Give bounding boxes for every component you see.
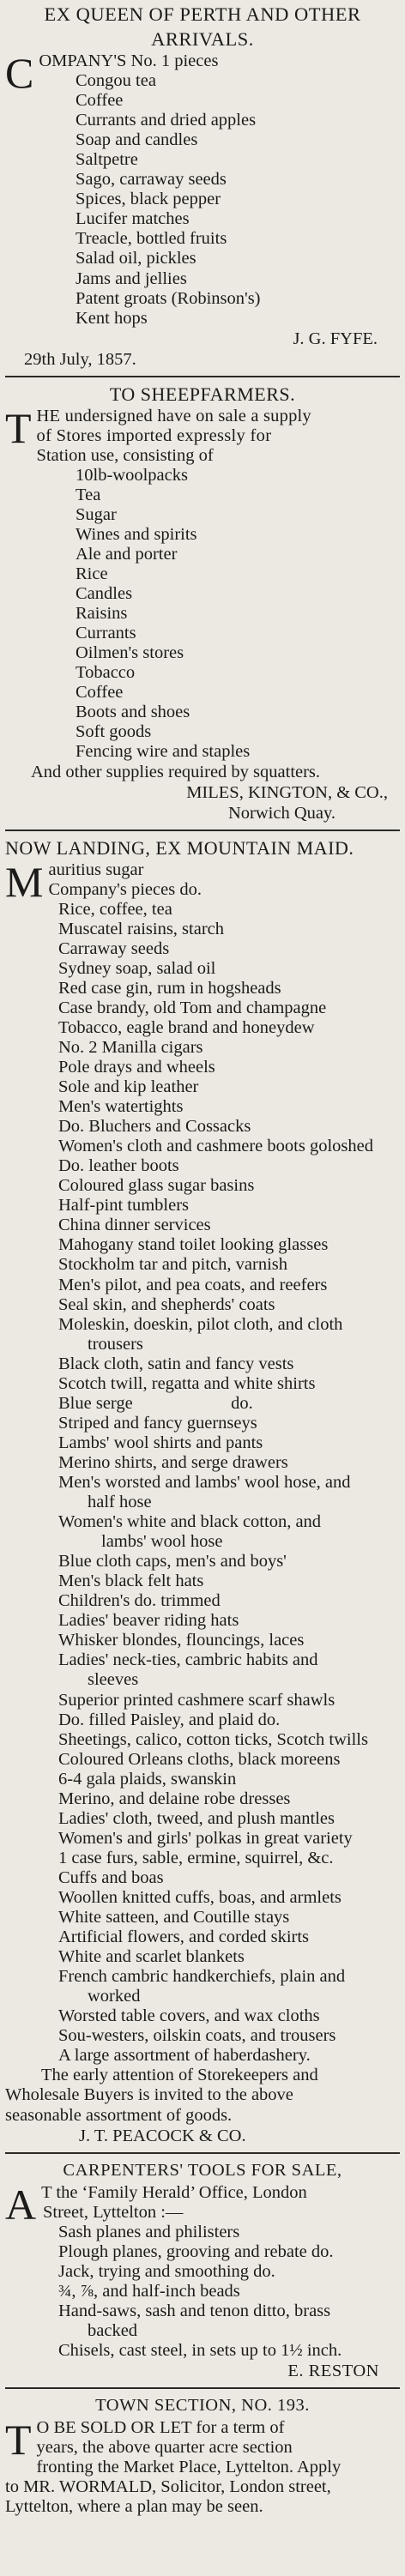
list-item-text: Men's watertights <box>58 1097 184 1117</box>
advert-line-3: fronting the Market Place, Lyttelton. Apply <box>36 2458 342 2477</box>
list-item <box>5 1216 400 1235</box>
advert-line-5: Lyttelton, where a plan may be seen. <box>5 2497 263 2517</box>
list-item-text: worked <box>88 1987 141 2006</box>
list-item <box>5 2026 400 2046</box>
list-item-text: half hose <box>88 1493 152 1512</box>
list-item: Sago, carraway seeds <box>76 170 227 190</box>
list-item: Treacle, bottled fruits <box>76 229 227 249</box>
list-item: Spices, black pepper <box>76 190 221 209</box>
list-item-text: Lambs' wool shirts and pants <box>58 1433 263 1452</box>
list-item: Congou tea <box>76 71 156 91</box>
list-item: Boots and shoes <box>76 703 190 722</box>
list-item-text: Cuffs and boas <box>58 1867 164 1887</box>
advert-signer: J. G. FYFE. <box>293 329 378 348</box>
list-item: Soft goods <box>76 722 152 742</box>
list-item <box>5 1967 400 1987</box>
list-item-text: Rice, coffee, tea <box>58 899 172 919</box>
drop-cap: C <box>5 49 34 97</box>
advert-heading-line-2: ARRIVALS. <box>151 28 254 50</box>
advert-heading-line-1: EX QUEEN OF PERTH AND OTHER <box>44 3 361 25</box>
list-item: Soap and candles <box>76 130 198 150</box>
advert-heading: CARPENTERS' TOOLS FOR SALE, <box>63 2160 342 2180</box>
section-divider <box>5 830 400 831</box>
list-item: Tobacco <box>76 663 136 683</box>
list-item <box>5 1730 400 1750</box>
list-item: Lucifer matches <box>76 209 190 229</box>
drop-cap: M <box>5 857 44 906</box>
list-item-text: Mahogany stand toilet looking glasses <box>58 1235 329 1255</box>
list-item <box>5 1552 400 1572</box>
list-item <box>5 1572 400 1591</box>
advert-closing-line-3: seasonable assortment of goods. <box>5 2105 233 2125</box>
list-item <box>5 959 400 979</box>
list-item-text: Ladies' neck-ties, cambric habits and <box>58 1650 318 1670</box>
advert-second-line: Street, Lyttelton :— <box>43 2202 184 2222</box>
list-item <box>5 1255 400 1275</box>
list-item <box>5 1868 400 1888</box>
list-item <box>5 2262 400 2282</box>
list-item-text: sleeves <box>88 1670 139 1690</box>
list-item <box>5 1374 400 1394</box>
list-item <box>5 1927 400 1947</box>
list-item-text: A large assortment of haberdashery. <box>58 2046 311 2066</box>
list-item: Oilmen's stores <box>76 643 184 663</box>
list-item <box>5 1849 400 1868</box>
advert-heading: NOW LANDING, EX MOUNTAIN MAID. <box>5 836 354 859</box>
list-item-text: Ladies' beaver riding hats <box>58 1611 239 1631</box>
list-item-text: Blue serge <box>58 1393 133 1413</box>
list-item <box>5 1196 400 1216</box>
item-list <box>5 466 400 763</box>
list-item <box>5 1176 400 1196</box>
list-item <box>5 900 400 920</box>
list-item <box>5 1770 400 1789</box>
list-item-text: Red case gin, rum in hogsheads <box>58 978 281 998</box>
advert-town-section <box>5 2393 400 2517</box>
advert-mountain-maid <box>5 836 400 2146</box>
list-item: Rice <box>76 564 108 584</box>
list-item-text: Case brandy, old Tom and champagne <box>58 998 327 1017</box>
advert-signer: E. RESTON <box>287 2361 379 2380</box>
list-item <box>5 998 400 1018</box>
advert-heading: TO SHEEPFARMERS. <box>109 383 296 405</box>
list-item <box>5 1789 400 1809</box>
advert-carpenters-tools <box>5 2158 400 2381</box>
list-item: Candles <box>76 584 133 604</box>
list-item <box>5 1591 400 1611</box>
list-item-text: 1 case furs, sable, ermine, squirrel, &c. <box>58 1848 334 1867</box>
list-item-text: Tobacco, eagle brand and honeydew <box>58 1017 315 1037</box>
list-item-text: Do. leather boots <box>58 1156 179 1176</box>
list-item-text: White and scarlet blankets <box>58 1947 245 1967</box>
advert-intro-line-1: HE undersigned have on sale a supply <box>36 406 311 425</box>
list-item <box>5 1691 400 1710</box>
list-item <box>5 1276 400 1295</box>
list-item: Fencing wire and staples <box>76 742 251 762</box>
list-item-text: Scotch twill, regatta and white shirts <box>58 1373 316 1393</box>
list-item-text: backed <box>88 2320 138 2340</box>
list-item <box>5 1315 400 1335</box>
list-item-text: No. 2 Manilla cigars <box>58 1037 203 1057</box>
list-item-text: Ladies' cloth, tweed, and plush mantles <box>58 1808 335 1828</box>
list-item <box>5 1018 400 1038</box>
list-item-text: French cambric handkerchiefs, plain and <box>58 1967 346 1987</box>
list-item-text: Muscatel raisins, starch <box>58 919 224 938</box>
list-item <box>5 2242 400 2262</box>
list-item <box>5 1631 400 1650</box>
advert-signer: MILES, KINGTON, & CO., <box>186 782 388 802</box>
list-item <box>5 1710 400 1730</box>
list-item: Ale and porter <box>76 544 178 564</box>
list-item <box>5 1453 400 1473</box>
list-item-text: Sash planes and philisters <box>58 2222 240 2241</box>
list-item-text: Men's pilot, and pea coats, and reefers <box>58 1275 328 1294</box>
advert-closing: And other supplies required by squatters. <box>31 762 321 781</box>
list-item-text: Merino, and delaine robe dresses <box>58 1789 291 1808</box>
list-item-text: Jack, trying and smoothing do. <box>58 2261 275 2281</box>
list-item-text: Seal skin, and shepherds' coats <box>58 1294 275 1314</box>
list-item-text: Artificial flowers, and corded skirts <box>58 1927 310 1947</box>
list-item <box>5 1750 400 1770</box>
list-item <box>5 1809 400 1829</box>
list-item-text: Women's cloth and cashmere boots goloshed <box>58 1137 373 1156</box>
drop-cap: A <box>5 2180 37 2229</box>
list-item-text: Plough planes, grooving and rebate do. <box>58 2241 334 2261</box>
list-item: Currants <box>76 624 136 643</box>
item-list <box>5 71 400 329</box>
list-item <box>5 1058 400 1077</box>
list-item-text: Sou-westers, oilskin coats, and trousers <box>58 2026 336 2046</box>
list-item-text: Merino shirts, and serge drawers <box>58 1452 288 1472</box>
list-item-text: Moleskin, doeskin, pilot cloth, and cloth <box>58 1314 343 1334</box>
list-item <box>5 939 400 959</box>
list-item <box>5 979 400 998</box>
list-item-text: Sole and kip leather <box>58 1077 199 1097</box>
list-item <box>5 2223 400 2242</box>
list-item-text: Blue cloth caps, men's and boys' <box>58 1552 287 1572</box>
list-item-text: Sheetings, calico, cotton ticks, Scotch twills <box>58 1729 368 1749</box>
advert-line-1: O BE SOLD OR LET for a term of <box>36 2417 285 2437</box>
item-list <box>5 900 400 2066</box>
list-item: Raisins <box>76 604 128 624</box>
list-item <box>5 1394 400 1414</box>
list-item <box>5 1947 400 1967</box>
list-item-text: Superior printed cashmere scarf shawls <box>58 1690 335 1710</box>
list-item: 10lb-woolpacks <box>76 465 188 485</box>
list-item <box>5 1650 400 1670</box>
advert-line-2: years, the above quarter acre section <box>36 2438 293 2458</box>
advert-first-line: T the ‘Family Herald’ Office, London <box>41 2182 307 2202</box>
list-item <box>5 1117 400 1137</box>
advert-to-sheepfarmers <box>5 382 400 823</box>
list-item-text: ¾, ⅞, and half-inch beads <box>58 2281 240 2301</box>
list-item: Currants and dried apples <box>76 111 257 130</box>
list-item: Jams and jellies <box>76 268 187 288</box>
drop-cap: T <box>5 403 32 452</box>
list-item <box>5 2341 400 2361</box>
list-item: Kent hops <box>76 308 148 328</box>
list-item <box>5 2046 400 2066</box>
list-item: Coffee <box>76 683 124 703</box>
list-item: Tea <box>76 485 101 504</box>
list-item-text: 6-4 gala plaids, swanskin <box>58 1769 237 1789</box>
list-item <box>5 1987 400 2006</box>
list-item: Saltpetre <box>76 150 138 170</box>
advert-line-4: to MR. WORMALD, Solicitor, London street, <box>5 2477 331 2497</box>
advert-signer: J. T. PEACOCK & CO. <box>79 2126 246 2145</box>
advert-second-line: Company's pieces do. <box>48 879 202 899</box>
list-item <box>5 1473 400 1493</box>
list-item-text: Women's and girls' polkas in great variety <box>58 1828 353 1848</box>
list-item-text: Coloured glass sugar basins <box>58 1176 255 1196</box>
list-item-text: Black cloth, satin and fancy vests <box>58 1354 294 1373</box>
list-item <box>5 2321 400 2341</box>
list-item <box>5 1433 400 1453</box>
advert-heading: TOWN SECTION, NO. 193. <box>95 2395 310 2415</box>
section-divider <box>5 2387 400 2389</box>
list-item-text: Coloured Orleans cloths, black moreens <box>58 1749 341 1769</box>
list-item-text: lambs' wool hose <box>101 1532 223 1552</box>
list-item <box>5 2282 400 2302</box>
list-item <box>5 2006 400 2026</box>
list-item <box>5 1156 400 1176</box>
list-item-text: Chisels, cast steel, in sets up to 1½ inch. <box>58 2340 342 2360</box>
drop-cap: T <box>5 2415 32 2464</box>
list-item-text: Worsted table covers, and wax cloths <box>58 2006 320 2026</box>
list-item <box>5 920 400 939</box>
list-item-text: Children's do. trimmed <box>58 1591 221 1611</box>
list-item <box>5 1829 400 1849</box>
list-item: Coffee <box>76 91 124 111</box>
list-item-text: China dinner services <box>58 1216 211 1235</box>
list-item-text: Woollen knitted cuffs, boas, and armlets <box>58 1887 342 1907</box>
list-item: Salad oil, pickles <box>76 249 196 268</box>
advert-first-line: auritius sugar <box>48 860 144 879</box>
section-divider <box>5 376 400 377</box>
advert-intro-line-2: of Stores imported expressly for <box>36 425 272 445</box>
list-item-text: Do. filled Paisley, and plaid do. <box>58 1710 281 1729</box>
list-item-text: Do. Bluchers and Cossacks <box>58 1117 251 1137</box>
list-item-text: Hand-saws, sash and tenon ditto, brass <box>58 2301 331 2320</box>
ditto-mark: do. <box>231 1393 253 1413</box>
advert-queen-of-perth <box>5 0 400 370</box>
list-item <box>5 1908 400 1927</box>
list-item-text: Women's white and black cotton, and <box>58 1512 322 1532</box>
list-item <box>5 1888 400 1908</box>
list-item-text: Stockholm tar and pitch, varnish <box>58 1255 288 1275</box>
list-item <box>5 1354 400 1374</box>
list-item-text: Striped and fancy guernseys <box>58 1413 257 1433</box>
list-item-text: Men's black felt hats <box>58 1572 204 1591</box>
list-item-text: Men's worsted and lambs' wool hose, and <box>58 1473 351 1492</box>
list-item <box>5 1611 400 1631</box>
list-item <box>5 1077 400 1097</box>
list-item <box>5 1097 400 1117</box>
list-item-text: Carraway seeds <box>58 938 170 958</box>
item-list <box>5 2223 400 2361</box>
list-item <box>5 1512 400 1532</box>
list-item-text: White satteen, and Coutille stays <box>58 1908 290 1927</box>
list-item: Patent groats (Robinson's) <box>76 288 261 308</box>
advert-closing-line-2: Wholesale Buyers is invited to the above <box>5 2085 293 2105</box>
advert-intro-line-3: Station use, consisting of <box>36 445 214 465</box>
advert-date: 29th July, 1857. <box>24 349 136 369</box>
list-item <box>5 2302 400 2321</box>
list-item-text: trousers <box>88 1334 143 1354</box>
list-item-text: Half-pint tumblers <box>58 1196 190 1216</box>
list-item-text: Pole drays and wheels <box>58 1058 215 1077</box>
list-item <box>5 1295 400 1315</box>
list-item <box>5 1335 400 1354</box>
list-item-text: Sydney soap, salad oil <box>58 958 216 978</box>
list-item: Sugar <box>76 504 117 524</box>
list-item <box>5 1414 400 1433</box>
list-item <box>5 1235 400 1255</box>
list-item <box>5 1493 400 1512</box>
list-item: Wines and spirits <box>76 524 197 544</box>
advert-address: Norwich Quay. <box>228 803 336 823</box>
advert-first-line: OMPANY'S No. 1 pieces <box>39 51 219 70</box>
list-item <box>5 1532 400 1552</box>
list-item-text: Whisker blondes, flouncings, laces <box>58 1631 305 1650</box>
list-item <box>5 1670 400 1690</box>
advert-closing-line-1: The early attention of Storekeepers and <box>41 2066 318 2085</box>
list-item <box>5 1038 400 1058</box>
section-divider <box>5 2152 400 2154</box>
list-item <box>5 1137 400 1156</box>
